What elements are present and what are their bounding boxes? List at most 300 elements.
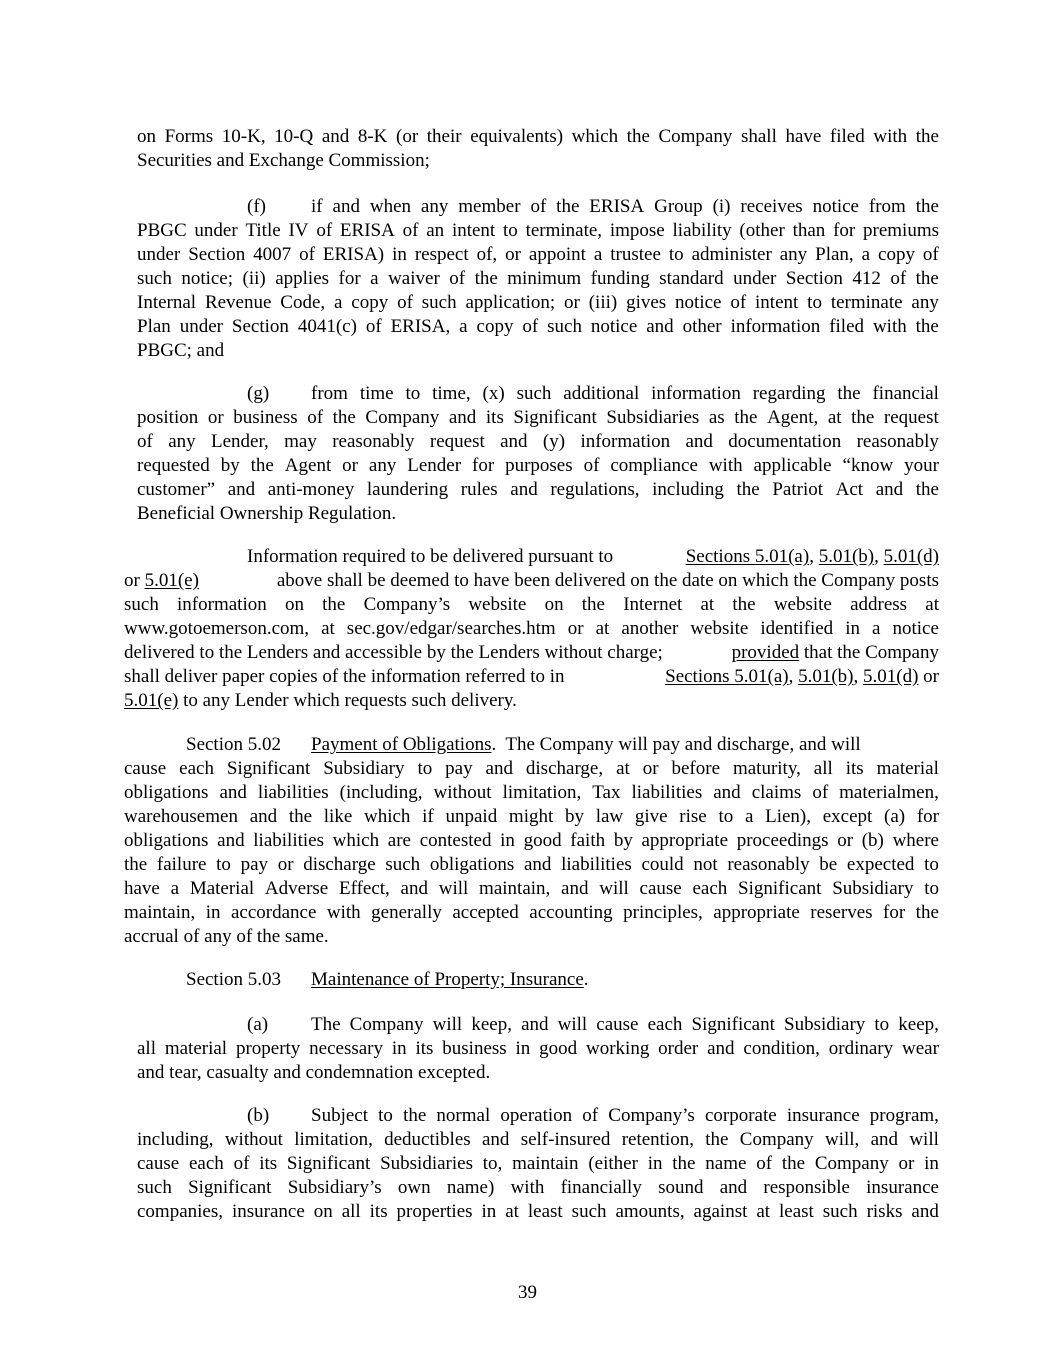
word: such (137, 268, 172, 289)
word: in (500, 830, 515, 851)
word: discharge, (525, 758, 604, 779)
word: impose (609, 220, 665, 241)
word: of (449, 268, 466, 289)
word: a (170, 878, 180, 899)
word: operation (500, 1105, 573, 1126)
paragraph-marker: (f) (247, 196, 266, 217)
text: , (788, 666, 794, 687)
word: notice (590, 316, 638, 337)
word: have (124, 878, 160, 899)
word: Company (349, 1014, 424, 1035)
word: a (370, 268, 379, 289)
word: than (792, 220, 826, 241)
word: will (438, 878, 469, 899)
body-line (124, 829, 939, 853)
word: Subsidiaries (380, 1153, 473, 1174)
word: the (851, 407, 875, 428)
word: trustee (610, 244, 661, 265)
word: such (124, 594, 159, 615)
word: information (177, 594, 267, 615)
section-heading-line (311, 968, 589, 992)
word: might (508, 806, 554, 827)
word: intent (451, 220, 496, 241)
word: Company’s (363, 594, 451, 615)
word: and (400, 878, 428, 899)
body-line (124, 901, 939, 925)
word: a (593, 244, 603, 265)
word: ordinary (828, 1038, 894, 1059)
body-line (124, 689, 517, 713)
word: unpaid (445, 806, 498, 827)
word: respect (414, 244, 469, 265)
word: and (685, 431, 713, 452)
word: and (249, 806, 278, 827)
word: “know (842, 455, 894, 476)
body-line (311, 195, 939, 219)
word: Agent (284, 455, 332, 476)
word: if (422, 806, 434, 827)
word: Forms (164, 126, 214, 147)
word: premiums (863, 220, 939, 241)
section-reference: 5.01(e) (124, 690, 179, 711)
word: Plan (137, 316, 171, 337)
word: (y) (542, 431, 566, 452)
word: or (505, 244, 521, 265)
body-line (137, 454, 939, 478)
word: additional (563, 383, 640, 404)
word: filed (829, 316, 865, 337)
word: the (705, 1129, 729, 1150)
word: applicable (753, 455, 832, 476)
word: Internal (137, 292, 197, 313)
word: and (500, 431, 528, 452)
word: insurance (231, 1201, 305, 1222)
word: including, (137, 1129, 214, 1150)
word: will (909, 1129, 939, 1150)
word: request (429, 431, 485, 452)
body-line (137, 478, 939, 502)
word: Subsidiary’s (287, 1177, 382, 1198)
word: or (207, 407, 224, 428)
word: an (426, 220, 445, 241)
word: under (137, 244, 181, 265)
word: which (571, 126, 619, 147)
word: will (599, 878, 629, 899)
word: with (708, 455, 743, 476)
word: the (915, 479, 939, 500)
word: name (705, 1153, 747, 1174)
word: to (718, 806, 734, 827)
word: corporate (704, 1105, 777, 1126)
word: on (313, 1201, 333, 1222)
word: to (378, 1105, 393, 1126)
word: at (700, 594, 715, 615)
word: failure (156, 854, 207, 875)
word: property (235, 1038, 301, 1059)
word: could (641, 854, 684, 875)
word: and (332, 196, 360, 217)
word: its (415, 1038, 434, 1059)
word: their (426, 126, 462, 147)
word: notice (675, 292, 722, 313)
word: under (194, 220, 238, 241)
word: at (321, 618, 335, 639)
word: or (342, 455, 358, 476)
body-line (137, 406, 939, 430)
word: and (321, 126, 350, 147)
word: Significant (226, 758, 311, 779)
body-line (124, 593, 939, 617)
word: notice (812, 196, 859, 217)
word: notice (892, 618, 939, 639)
word: to (924, 854, 939, 875)
word: the (837, 383, 861, 404)
word: receives (740, 196, 803, 217)
word: information (651, 383, 741, 404)
word: Tax (592, 782, 621, 803)
section-label: Section 5.03 (186, 969, 281, 990)
word: Company (365, 407, 440, 428)
word: (other (739, 220, 785, 241)
word: appropriate (641, 830, 729, 851)
word: rise (679, 806, 707, 827)
word: cause (137, 1153, 180, 1174)
word: maturity, (732, 758, 801, 779)
word: Significant (286, 1153, 371, 1174)
word: and (485, 758, 513, 779)
word: in (647, 1153, 663, 1174)
word: reasonably (856, 431, 939, 452)
body-line (124, 805, 939, 829)
word: from (868, 196, 906, 217)
word: requested (137, 455, 210, 476)
word: a (744, 806, 754, 827)
word: condition, (743, 1038, 820, 1059)
word: by (220, 455, 240, 476)
word: 4007 (253, 244, 292, 265)
word: the (581, 594, 605, 615)
word: under (179, 316, 223, 337)
word: cause (596, 1014, 639, 1035)
word: filed (829, 126, 865, 147)
word: information (580, 431, 671, 452)
word: name) (446, 1177, 495, 1198)
word: all (813, 758, 833, 779)
word: responsible (763, 1177, 850, 1198)
word: wear (901, 1038, 939, 1059)
text: , (809, 546, 814, 567)
word: and (217, 830, 245, 851)
word: Significant (738, 878, 822, 899)
word: for (833, 220, 856, 241)
word: cause (639, 878, 682, 899)
word: will (432, 1014, 463, 1035)
word: insurance (866, 1177, 939, 1198)
word: administer (691, 244, 772, 265)
word: website (773, 594, 832, 615)
text: Information required to be delivered pursuant to (247, 546, 618, 567)
word: Section (231, 316, 289, 337)
word: all (137, 1038, 156, 1059)
word: by (564, 806, 584, 827)
word: the (734, 407, 758, 428)
word: compliance (610, 455, 698, 476)
word: shall (740, 126, 777, 147)
word: Code, (280, 292, 326, 313)
word: such (571, 1201, 607, 1222)
word: of (812, 782, 829, 803)
word: give (634, 806, 668, 827)
word: Company’s (608, 1105, 695, 1126)
word: of (137, 431, 153, 452)
body-line (247, 545, 939, 569)
word: of (530, 196, 547, 217)
word: and (870, 1129, 899, 1150)
text-group (732, 641, 939, 665)
word: on (544, 594, 564, 615)
word: of, (476, 244, 498, 265)
word: www.gotoemerson.com, (124, 618, 310, 639)
body-line (124, 781, 939, 805)
word: for (338, 268, 361, 289)
section-reference: Sections 5.01(a) (685, 546, 810, 567)
word: maintain, (479, 878, 551, 899)
word: necessary (309, 1038, 384, 1059)
word: accepted (452, 902, 519, 923)
word: keep, (898, 1014, 939, 1035)
word: position (137, 407, 199, 428)
word: or (567, 618, 584, 639)
word: retention, (621, 1129, 694, 1150)
word: without (433, 782, 492, 803)
word: time, (432, 383, 471, 404)
word: at (595, 618, 610, 639)
body-line (137, 1152, 939, 1176)
word: working (586, 1038, 650, 1059)
word: Subsidiary (832, 878, 914, 899)
word: (or (396, 126, 419, 147)
word: not (693, 854, 718, 875)
word: liabilities (253, 830, 324, 851)
word: to (874, 1014, 890, 1035)
word: regarding (752, 383, 826, 404)
word: the (915, 316, 939, 337)
provided-term: provided (731, 642, 800, 663)
word: Group (654, 196, 703, 217)
word: reasonably (332, 431, 415, 452)
text: , (853, 666, 859, 687)
word: for (472, 455, 495, 476)
word: in (391, 1038, 407, 1059)
word: with (510, 1177, 545, 1198)
text-group (686, 545, 939, 569)
word: in (205, 902, 221, 923)
text: or (923, 666, 939, 687)
section-reference: Sections 5.01(a) (665, 666, 789, 687)
word: will (557, 1014, 588, 1035)
word: customer” (137, 479, 216, 500)
word: which (364, 806, 411, 827)
word: least (779, 1201, 814, 1222)
word: for (916, 806, 939, 827)
word: the (915, 126, 939, 147)
word: companies, (137, 1201, 224, 1222)
word: Material (189, 878, 255, 899)
word: a (459, 316, 468, 337)
word: of (299, 244, 315, 265)
word: the (288, 806, 313, 827)
word: and (911, 1201, 939, 1222)
word: other (682, 316, 722, 337)
word: time (359, 383, 394, 404)
word: maintain, (124, 902, 196, 923)
word: and (875, 479, 904, 500)
word: self-insured (520, 1129, 611, 1150)
word: sound (658, 1177, 704, 1198)
word: liabilities (257, 782, 329, 803)
word: and (646, 316, 674, 337)
word: of (583, 455, 600, 476)
word: such (421, 292, 457, 313)
word: will, (824, 1129, 860, 1150)
body-line (311, 1013, 939, 1037)
word: each (692, 878, 728, 899)
word: appropriate (713, 902, 800, 923)
body-line (137, 1176, 939, 1200)
word: appoint (528, 244, 586, 265)
section-reference: 5.01(b) (798, 666, 854, 687)
word: of (397, 292, 413, 313)
section-heading: Payment of Obligations (311, 734, 492, 755)
word: pay (445, 758, 473, 779)
word: except (822, 806, 873, 827)
word: in (481, 1201, 497, 1222)
word: without (224, 1129, 283, 1150)
word: such (516, 383, 552, 404)
word: member (458, 196, 521, 217)
word: Significant (513, 407, 597, 428)
text: . (583, 969, 589, 990)
word: in (845, 618, 860, 639)
word: like (323, 806, 353, 827)
word: of (365, 316, 382, 337)
word: the (556, 196, 580, 217)
paragraph-marker: (b) (247, 1105, 270, 1126)
section-heading: Maintenance of Property; Insurance (311, 969, 584, 990)
word: each (179, 758, 214, 779)
word: another (621, 618, 679, 639)
word: pay (240, 854, 269, 875)
word: and (510, 479, 538, 500)
word: where (892, 830, 939, 851)
word: of (233, 1153, 250, 1174)
body-line (124, 757, 939, 781)
word: at (616, 758, 630, 779)
word: all (341, 1201, 361, 1222)
word: 8-K (357, 126, 388, 147)
word: the (915, 196, 939, 217)
word: with (326, 902, 361, 923)
word: in (392, 244, 407, 265)
word: documentation (728, 431, 842, 452)
word: proceedings (736, 830, 829, 851)
body-line (124, 617, 939, 641)
word: and (481, 1129, 510, 1150)
word: (x) (482, 383, 505, 404)
word: generally (371, 902, 442, 923)
word: regulations, (550, 479, 640, 500)
word: of (756, 1153, 773, 1174)
word: including (652, 479, 724, 500)
body-line (137, 1200, 939, 1224)
word: your (904, 455, 939, 476)
word: to (807, 292, 822, 313)
word: and (707, 1038, 735, 1059)
word: limitation, (502, 782, 582, 803)
word: any (368, 455, 397, 476)
word: as (708, 407, 725, 428)
word: warehousemen (124, 806, 238, 827)
word: (ii) (242, 268, 266, 289)
word: the (732, 594, 756, 615)
word: ERISA (339, 220, 395, 241)
word: accordance (230, 902, 317, 923)
word: material (876, 758, 939, 779)
word: and (448, 407, 477, 428)
word: of (402, 220, 419, 241)
word: Revenue (204, 292, 272, 313)
word: from (311, 383, 348, 404)
body-line (311, 1104, 939, 1128)
word: Subsidiary (784, 1014, 866, 1035)
word: copy (878, 244, 915, 265)
word: by (613, 830, 633, 851)
word: or (564, 292, 580, 313)
word: 412 (852, 268, 881, 289)
word: such (822, 1201, 858, 1222)
word: material (164, 1038, 228, 1059)
word: (including, (339, 782, 423, 803)
body-line (137, 267, 939, 291)
body-line (124, 877, 939, 901)
word: 10-K, (221, 126, 266, 147)
word: its (845, 758, 864, 779)
word: any (168, 431, 196, 452)
word: (b) (861, 830, 884, 851)
word: reasonably (727, 854, 810, 875)
word: identified (760, 618, 834, 639)
body-line (137, 125, 939, 149)
body-line: and tear, casualty and condemnation excepted. (137, 1062, 491, 1083)
word: purposes (505, 455, 573, 476)
word: liabilities (561, 854, 632, 875)
word: request (883, 407, 939, 428)
word: terminate (830, 292, 903, 313)
word: risks (866, 1201, 903, 1222)
body-line (137, 1037, 939, 1061)
word: which (332, 830, 380, 851)
word: of (316, 220, 333, 241)
word: to (216, 854, 231, 875)
body-line (311, 382, 939, 406)
word: funding (590, 268, 650, 289)
word: discharge (303, 854, 376, 875)
word: and (713, 782, 741, 803)
word: contested (419, 830, 492, 851)
word: Subject (311, 1105, 368, 1126)
word: Company (658, 126, 733, 147)
word: and (523, 854, 552, 875)
